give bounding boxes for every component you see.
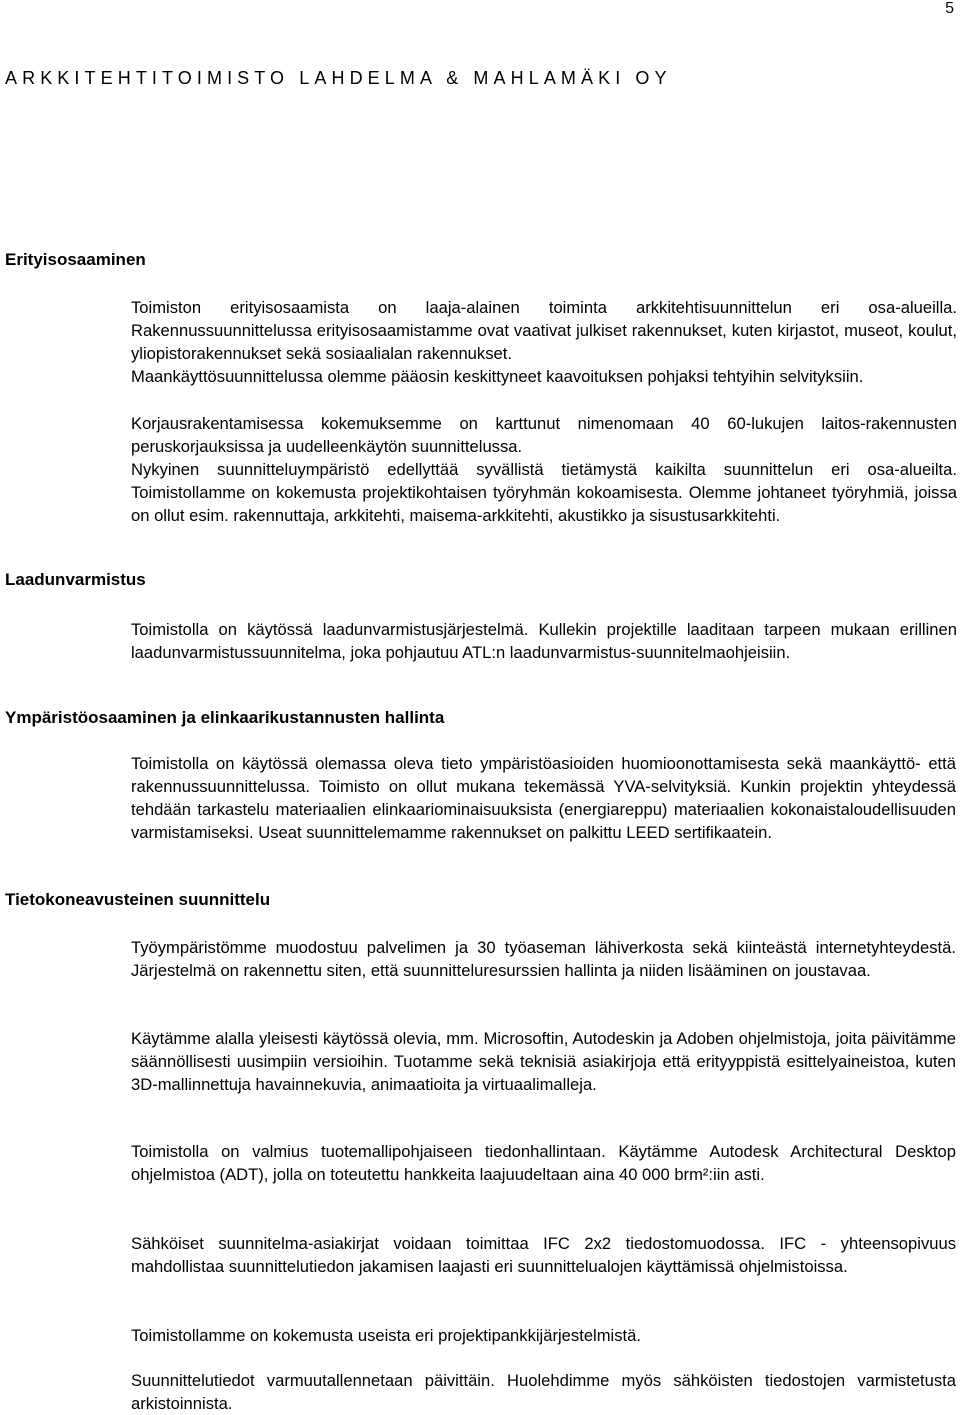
paragraph: Toimistolla on käytössä laadunvarmistusjärjestelmä. Kullekin projektille laaditaan tarpeen mukaan erillinen laadunvarmistussuunnitelma, joka pohjautuu ATL:n laadunvarmistus-suunnitelmaohjeisiin. (131, 620, 957, 662)
paragraph: Toimistolla on käytössä olemassa oleva tieto ympäristöasioiden huomioonottamisesta sekä maankäyttö- että rakennussuunnittelussa. Toimisto on ollut mukana tekemässä YVA-selvityksiä. Kunkin projektin yhteydessä tehdään tarkastelu materiaalien elinkaariominaisuuksista (energiareppu) materiaalien kokonaistaloudellisuuden varmistamiseksi. Useat suunnittelemamme rakennukset on palkittu LEED sertifikaatein. (131, 754, 956, 842)
page-number: 5 (945, 0, 954, 17)
heading-tietokoneavusteinen: Tietokoneavusteinen suunnittelu (5, 890, 271, 909)
heading-erityisosaaminen: Erityisosaaminen (5, 250, 146, 269)
paragraph: Toimiston erityisosaamista on laaja-alainen toiminta arkkitehtisuunnittelun eri osa-alueilla. Rakennussuunnittelussa erityisosaamistamme ovat vaativat julkiset rakennukset, kuten kirjastot, museot, koulut, yliopistorakennukset sekä sosiaalialan rakennukset. (131, 298, 957, 363)
paragraph: Nykyinen suunnitteluympäristö edellyttää syvällistä tietämystä kaikilta suunnittelun eri osa-alueilta. Toimistollamme on kokemusta projektikohtaisen työryhmän kokoamisesta. Olemme johtaneet työryhmiä, joissa on ollut esim. rakennuttaja, arkkitehti, maisema-arkkitehti, akustikko ja sisustusarkkitehti. (131, 460, 957, 525)
paragraph: Sähköiset suunnitelma-asiakirjat voidaan toimittaa IFC 2x2 tiedostomuodossa. IFC - yhteensopivuus mahdollistaa suunnittelutiedon jakamisen laajasti eri suunnittelualojen käyttämissä ohjelmistoissa. (131, 1234, 956, 1276)
paragraph: Käytämme alalla yleisesti käytössä olevia, mm. Microsoftin, Autodeskin ja Adoben ohjelmistoja, joita päivitämme säännöllisesti uusimpiin versioihin. Tuotamme sekä teknisiä asiakirjoja että erityyppistä esittelyaineistoa, kuten 3D-mallinnettuja havainnekuvia, animaatioita ja virtuaalimalleja. (131, 1029, 956, 1094)
paragraph: Toimistollamme on kokemusta useista eri projektipankkijärjestelmistä. (131, 1326, 641, 1345)
paragraph: Korjausrakentamisessa kokemuksemme on karttunut nimenomaan 40 60-lukujen laitos-rakennusten peruskorjauksissa ja uudelleenkäytön suunnittelussa. (131, 414, 957, 456)
paragraph: Työympäristömme muodostuu palvelimen ja 30 työaseman lähiverkosta sekä kiinteästä internetyhteydestä. Järjestelmä on rakennettu siten, että suunnitteluresurssien hallinta ja niiden lisääminen on joustavaa. (131, 938, 956, 980)
paragraph: Maankäyttösuunnittelussa olemme pääosin keskittyneet kaavoituksen pohjaksi tehtyihin selvityksiin. (131, 367, 864, 386)
heading-laadunvarmistus: Laadunvarmistus (5, 570, 146, 589)
paragraph: Toimistolla on valmius tuotemallipohjaiseen tiedonhallintaan. Käytämme Autodesk Architectural Desktop ohjelmistoa (ADT), jolla on toteutettu hankkeita laajuudeltaan aina 40 000 brm²:iin asti. (131, 1142, 956, 1184)
company-header: ARKKITEHTITOIMISTO LAHDELMA & MAHLAMÄKI OY (5, 68, 672, 88)
heading-ymparistoosaaminen: Ympäristöosaaminen ja elinkaarikustannusten hallinta (5, 708, 445, 727)
paragraph: Suunnittelutiedot varmuutallennetaan päivittäin. Huolehdimme myös sähköisten tiedostojen varmistetusta arkistoinnista. (131, 1371, 956, 1413)
